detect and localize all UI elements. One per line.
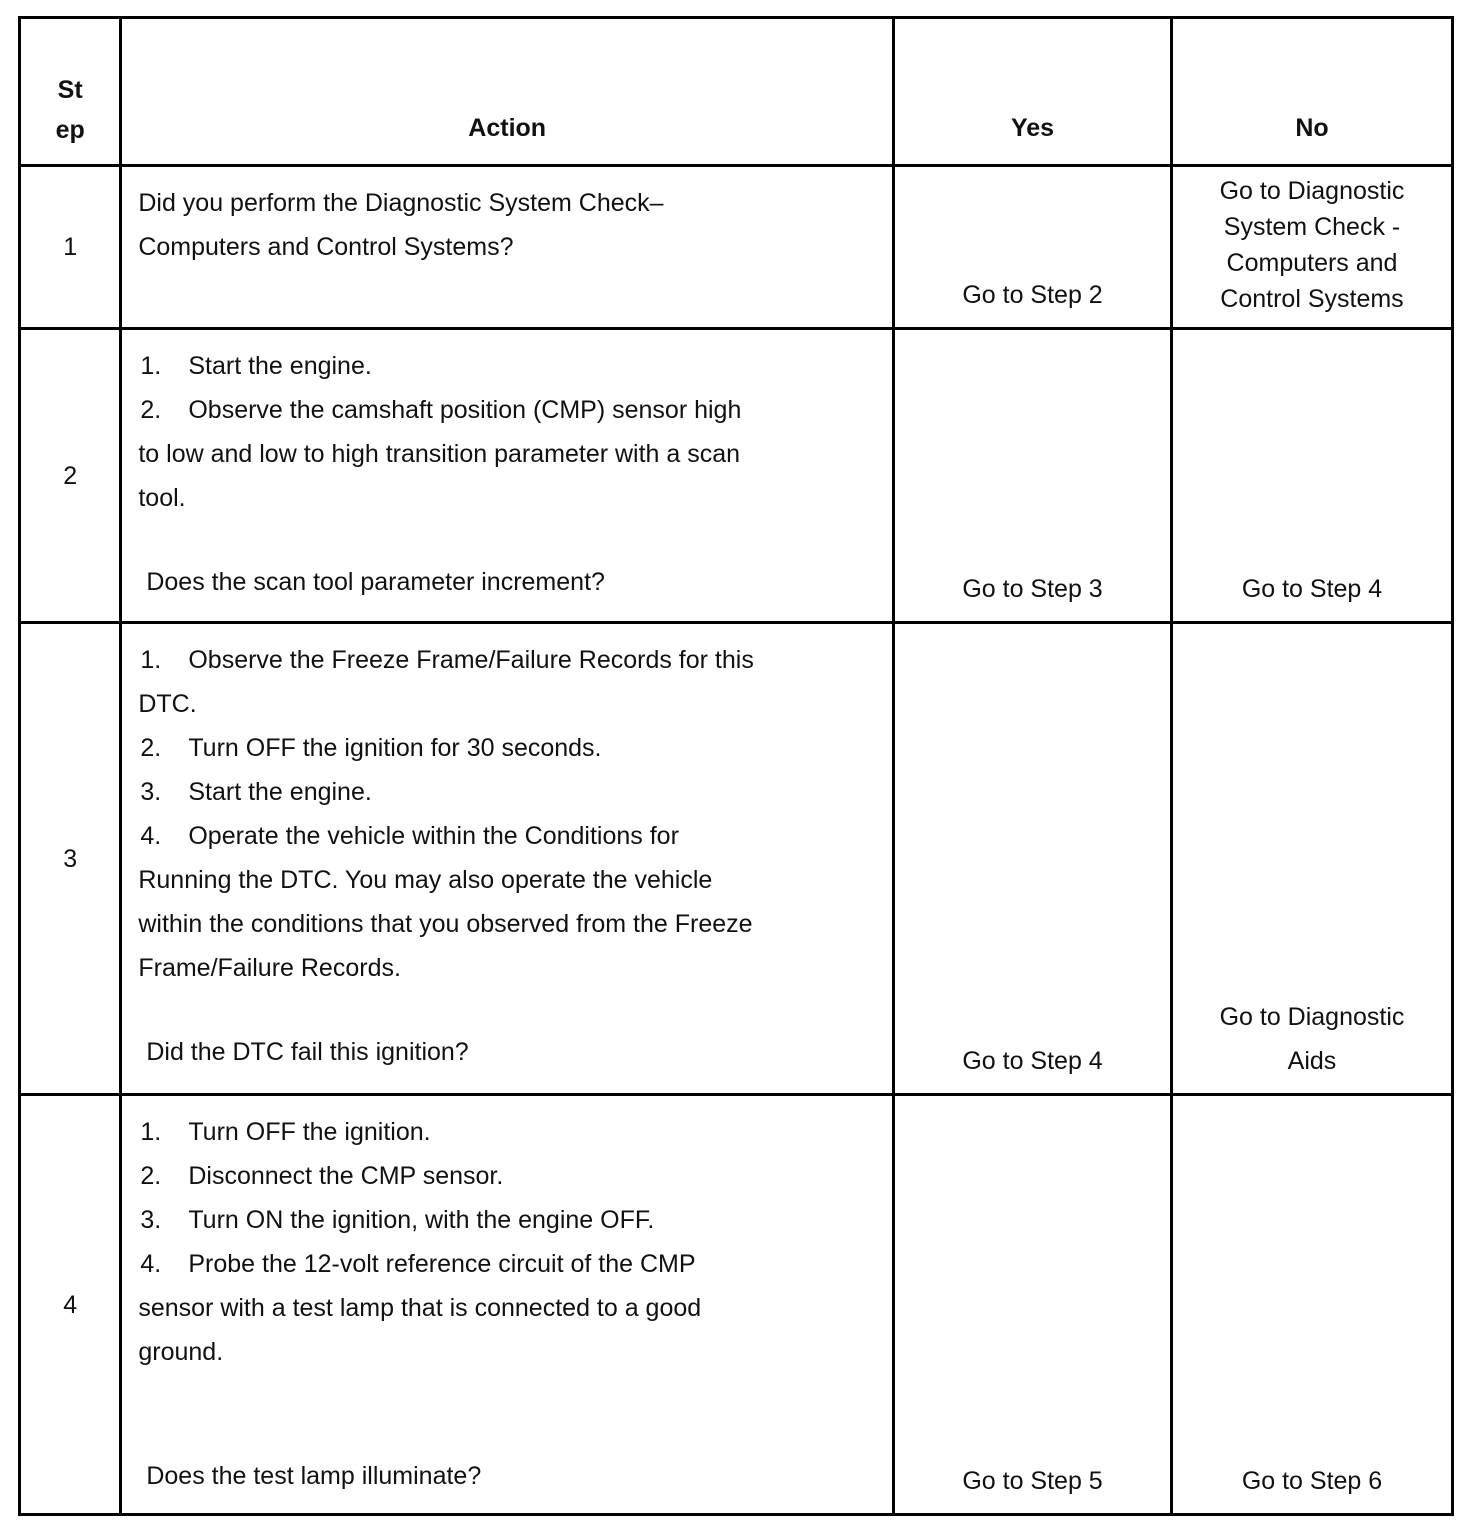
action-item — [138, 1110, 876, 1154]
item-text: Turn OFF the ignition. — [188, 1118, 431, 1146]
item-number: 1. — [140, 352, 162, 380]
no-cell: Go to Step 6 — [1172, 1095, 1453, 1515]
no-line: Go to Diagnostic — [1219, 1003, 1405, 1031]
item-text: Start the engine. — [188, 778, 372, 806]
action-cell — [121, 623, 894, 1095]
item-number: 3. — [140, 778, 162, 806]
item-text: Probe the 12-volt reference circuit of the CMP — [188, 1250, 696, 1278]
item-number: 1. — [140, 1118, 162, 1146]
action-cell — [121, 1095, 894, 1515]
item-number: 2. — [140, 396, 162, 424]
header-yes: Yes — [894, 18, 1172, 166]
action-item — [138, 1242, 876, 1286]
item-continuation: within the conditions that you observed from the Freeze — [138, 910, 753, 938]
item-continuation: DTC. — [138, 690, 197, 718]
item-text: Operate the vehicle within the Conditions for — [188, 822, 679, 850]
step-number: 1 — [20, 166, 121, 329]
step-number: 3 — [20, 623, 121, 1095]
no-cell — [1172, 623, 1453, 1095]
question-text: Does the test lamp illuminate? — [146, 1462, 482, 1490]
action-item — [138, 814, 876, 858]
yes-cell: Go to Step 2 — [894, 166, 1172, 329]
table-row — [20, 166, 1453, 329]
no-line: System Check - — [1223, 213, 1401, 241]
yes-cell: Go to Step 5 — [894, 1095, 1172, 1515]
action-line: Did you perform the Diagnostic System Check– — [138, 189, 664, 217]
item-text: Disconnect the CMP sensor. — [188, 1162, 504, 1190]
table-row — [20, 1095, 1453, 1515]
item-number: 3. — [140, 1206, 162, 1234]
action-item — [138, 388, 876, 432]
header-action: Action — [121, 18, 894, 166]
header-step — [20, 18, 121, 166]
item-number: 4. — [140, 822, 162, 850]
action-item — [138, 344, 876, 388]
question-text: Did the DTC fail this ignition? — [146, 1038, 469, 1066]
header-row — [20, 18, 1453, 166]
step-number: 2 — [20, 329, 121, 623]
item-number: 2. — [140, 734, 162, 762]
item-continuation: to low and low to high transition parameter with a scan — [138, 440, 741, 468]
item-text: Start the engine. — [188, 352, 372, 380]
item-number: 1. — [140, 646, 162, 674]
item-number: 4. — [140, 1250, 162, 1278]
no-line: Go to Diagnostic — [1219, 177, 1405, 205]
table-row — [20, 623, 1453, 1095]
action-item — [138, 726, 876, 770]
action-cell — [121, 329, 894, 623]
table-row — [20, 329, 1453, 623]
yes-cell: Go to Step 4 — [894, 623, 1172, 1095]
no-line: Control Systems — [1220, 285, 1404, 313]
header-no: No — [1172, 18, 1453, 166]
question-text: Does the scan tool parameter increment? — [146, 568, 605, 596]
item-continuation: Running the DTC. You may also operate the vehicle — [138, 866, 713, 894]
action-line: Computers and Control Systems? — [138, 233, 514, 261]
diagnostic-table — [18, 16, 1454, 1516]
yes-cell: Go to Step 3 — [894, 329, 1172, 623]
no-line: Aids — [1287, 1047, 1337, 1075]
action-item — [138, 1154, 876, 1198]
item-number: 2. — [140, 1162, 162, 1190]
action-item — [138, 770, 876, 814]
header-step-label: St ep — [55, 76, 85, 144]
item-continuation: ground. — [138, 1338, 224, 1366]
step-number: 4 — [20, 1095, 121, 1515]
no-cell — [1172, 166, 1453, 329]
action-cell — [121, 166, 894, 329]
no-line: Computers and — [1226, 249, 1398, 277]
item-text: Observe the Freeze Frame/Failure Records for this — [188, 646, 754, 674]
item-text: Observe the camshaft position (CMP) sensor high — [188, 396, 742, 424]
item-continuation: tool. — [138, 484, 186, 512]
action-item — [138, 1198, 876, 1242]
item-text: Turn OFF the ignition for 30 seconds. — [188, 734, 602, 762]
item-continuation: Frame/Failure Records. — [138, 954, 401, 982]
no-cell: Go to Step 4 — [1172, 329, 1453, 623]
item-continuation: sensor with a test lamp that is connected to a good — [138, 1294, 702, 1322]
action-item — [138, 638, 876, 682]
item-text: Turn ON the ignition, with the engine OFF. — [188, 1206, 655, 1234]
